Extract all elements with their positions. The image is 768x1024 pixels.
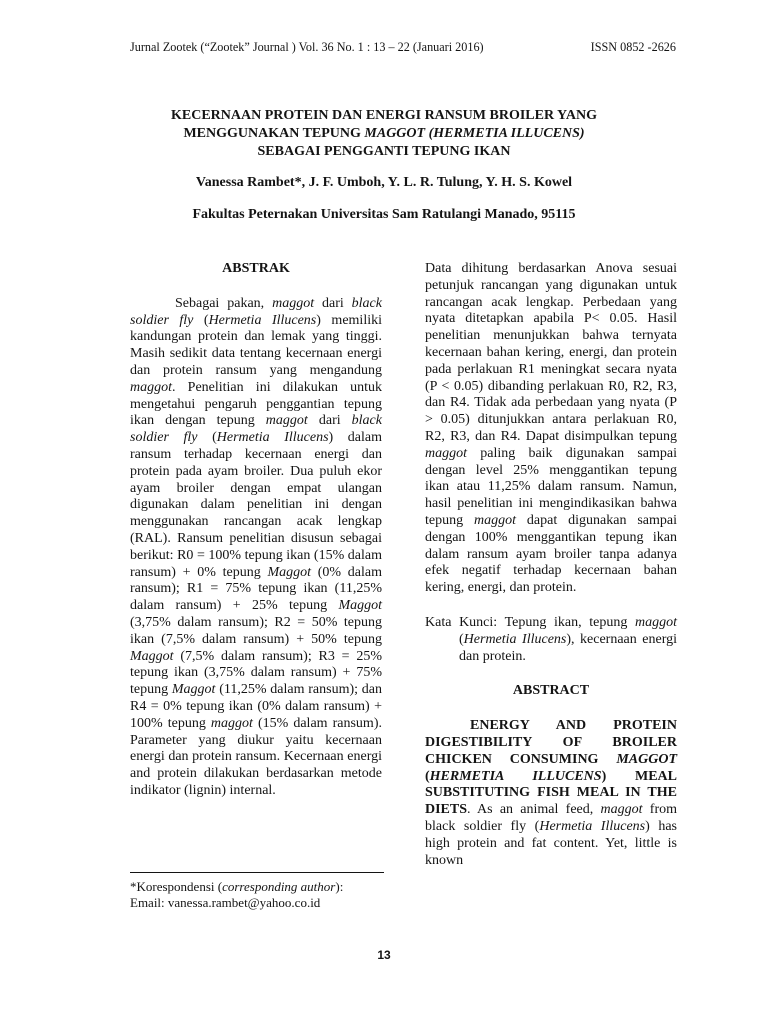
abstract-heading: ABSTRACT xyxy=(512,683,590,699)
left-column xyxy=(130,261,382,800)
abstrak-continued: Data dihitung berdasarkan Anova sesuai petunjuk rancangan yang digunakan untuk rancangan acak lengkap. Perbedaan yang nyata ditetapkan apabila P< 0.05. Hasil penelitian menunjukkan bahwa ternyata kecernaan bahan kering, energi, dan protein pada perlakuan R1 meningkat secara nyata (P < 0.05) dibanding perlakuan R0, R2, R3, dan R4. Tidak ada perbedaan yang nyata (P > 0.05) ditunjukkan antara perlakuan R0, R2, R3, dan R4. Dapat disimpulkan tepung maggot paling baik digunakan sampai dengan level 25% menggantikan tepung ikan atau 11,25% dalam ransum. Namun, hasil penelitian ini mengindikasikan bahwa tepung maggot dapat digunakan sampai dengan 100% menggantikan tepung ikan dalam ransum ayam broiler tanpa adanya efek negatif terhadap kecernaan bahan kering, energi, dan protein. xyxy=(425,261,678,596)
footnote-line-1: *Korespondensi (corresponding author): xyxy=(130,879,344,894)
page-number: 13 xyxy=(377,948,391,962)
authors: Vanessa Rambet*, J. F. Umboh, Y. L. R. Tulung, Y. H. S. Kowel xyxy=(195,175,573,190)
issn: ISSN 0852 -2626 xyxy=(590,40,676,54)
title-line-2-text: MENGGUNAKAN TEPUNG xyxy=(183,126,365,141)
abstract-body: ENERGY AND PROTEIN DIGESTIBILITY OF BROILER CHICKEN CONSUMING MAGGOT (HERMETIA ILLUCENS) MEAL SUBSTITUTING FISH MEAL IN THE DIETS. As an animal feed, maggot from black soldier fly (Hermetia Illucens) has high protein and fat content. Yet, little is known xyxy=(425,718,678,868)
correspondence-footnote xyxy=(130,872,384,911)
footnote-email: Email: vanessa.rambet@yahoo.co.id xyxy=(130,895,321,910)
title-line-2 xyxy=(90,125,678,143)
running-header xyxy=(130,40,676,55)
right-column xyxy=(425,261,677,869)
abstrak-heading: ABSTRAK xyxy=(222,261,290,276)
title-line-1: KECERNAAN PROTEIN DAN ENERGI RANSUM BROILER YANG xyxy=(170,108,597,123)
title-line-3: SEBAGAI PENGGANTI TEPUNG IKAN xyxy=(257,144,511,159)
abstrak-body: Sebagai pakan, maggot dari black soldier fly (Hermetia Illucens) memiliki kandungan protein dan lemak yang tinggi. Masih sedikit data tentang kecernaan energi dan protein ransum yang mengandung maggot. Penelitian ini dilakukan untuk mengetahui pengaruh penggantian tepung ikan dengan tepung maggot dari black soldier fly (Hermetia Illucens) dalam ransum terhadap kecernaan energi dan protein pada ayam broiler. Dua puluh ekor ayam broiler dengan empat ulangan digunakan dalam penelitian ini dengan menggunakan rancangan acak lengkap (RAL). Ransum penelitian disusun sebagai berikut: R0 = 100% tepung ikan (15% dalam ransum) + 0% tepung Maggot (0% dalam ransum); R1 = 75% tepung ikan (11,25% dalam ransum) + 25% tepung Maggot (3,75% dalam ransum); R2 = 50% tepung ikan (7,5% dalam ransum) + 50% tepung Maggot (7,5% dalam ransum); R3 = 25% tepung ikan (3,75% dalam ransum) + 75% tepung Maggot (11,25% dalam ransum); dan R4 = 0% tepung ikan (0% dalam ransum) + 100% tepung maggot (15% dalam ransum). Parameter yang diukur yaitu kecernaan energi dan protein ransum. Kecernaan energi and protein dilakukan berdasarkan metode indikator (lignin) internal. xyxy=(130,295,383,798)
keywords: Kata Kunci: Tepung ikan, tepung maggot (Hermetia Illucens), kecernaan energi dan protein. xyxy=(425,614,677,664)
journal-citation: Jurnal Zootek (“Zootek” Journal ) Vol. 36 No. 1 : 13 – 22 (Januari 2016) xyxy=(130,40,484,54)
paper-title xyxy=(90,107,678,161)
title-line-2-italic: MAGGOT (HERMETIA ILLUCENS) xyxy=(364,126,585,141)
affiliation: Fakultas Peternakan Universitas Sam Ratulangi Manado, 95115 xyxy=(192,207,576,222)
